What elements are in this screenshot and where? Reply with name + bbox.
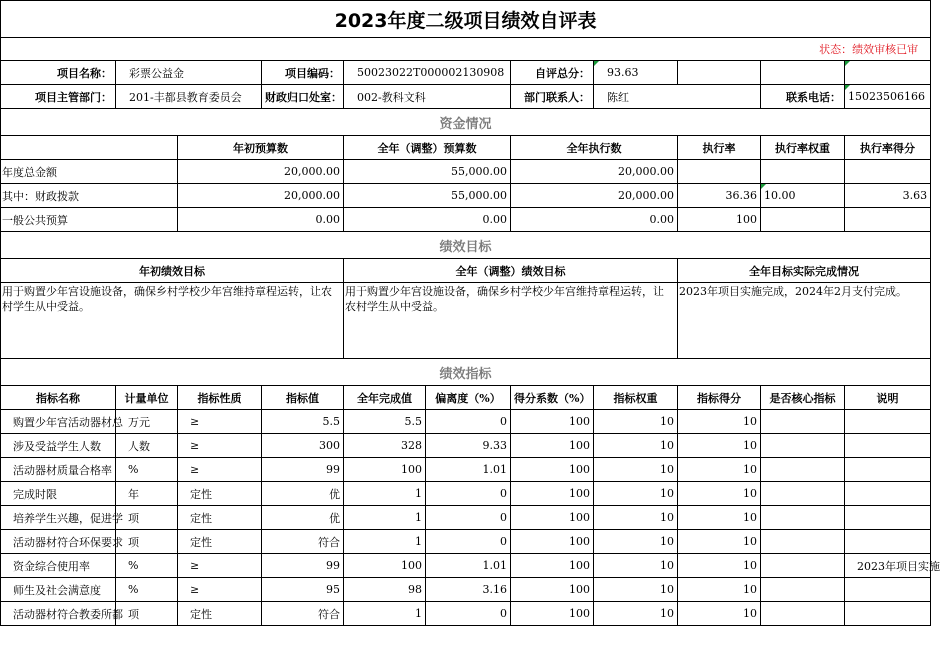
ind-note[interactable] <box>845 530 931 554</box>
ind-score[interactable]: 10 <box>678 506 761 530</box>
finance-label: 财政归口处室： <box>262 85 344 109</box>
funds-score[interactable] <box>845 208 931 232</box>
status-text: 状态：绩效审核已审 <box>1 38 931 61</box>
ind-done[interactable]: 1 <box>344 530 426 554</box>
ind-note[interactable] <box>845 578 931 602</box>
indicator-row <box>1 530 931 554</box>
ind-note[interactable]: 2023年项目实施 <box>845 554 931 578</box>
ind-core[interactable] <box>761 602 845 626</box>
ind-score[interactable]: 10 <box>678 434 761 458</box>
ind-header-target: 指标值 <box>262 386 344 410</box>
self-score-value[interactable]: 93.63 <box>594 61 678 85</box>
ind-target[interactable]: 优 <box>262 482 344 506</box>
ind-header-unit: 计量单位 <box>116 386 178 410</box>
funds-header-initial: 年初预算数 <box>178 136 344 160</box>
ind-coef[interactable]: 100 <box>511 530 594 554</box>
ind-core[interactable] <box>761 434 845 458</box>
ind-dev[interactable]: 0 <box>426 410 511 434</box>
ind-target[interactable]: 符合 <box>262 530 344 554</box>
ind-done[interactable]: 1 <box>344 506 426 530</box>
contact-label: 部门联系人： <box>511 85 594 109</box>
ind-weight[interactable]: 10 <box>594 506 678 530</box>
indicator-row <box>1 410 931 434</box>
ind-name[interactable]: 师生及社会满意度 <box>1 578 116 602</box>
ind-note[interactable] <box>845 458 931 482</box>
project-code-label: 项目编码： <box>262 61 344 85</box>
ind-score[interactable]: 10 <box>678 410 761 434</box>
funds-row <box>1 184 931 208</box>
ind-nature[interactable]: 定性 <box>178 506 262 530</box>
ind-weight[interactable]: 10 <box>594 482 678 506</box>
page-title: 2023年度二级项目绩效自评表 <box>1 1 931 38</box>
ind-unit[interactable]: 项 <box>116 602 178 626</box>
finance-value[interactable]: 002-教科文科 <box>344 85 511 109</box>
ind-unit[interactable]: 项 <box>116 506 178 530</box>
ind-dev[interactable]: 0 <box>426 530 511 554</box>
ind-dev[interactable]: 0 <box>426 506 511 530</box>
ind-dev[interactable]: 0 <box>426 602 511 626</box>
funds-rate[interactable] <box>678 160 761 184</box>
ind-name[interactable]: 完成时限 <box>1 482 116 506</box>
ind-coef[interactable]: 100 <box>511 458 594 482</box>
ind-coef[interactable]: 100 <box>511 434 594 458</box>
ind-dev[interactable]: 3.16 <box>426 578 511 602</box>
ind-header-name: 指标名称 <box>1 386 116 410</box>
funds-header-weight: 执行率权重 <box>761 136 845 160</box>
funds-header-score: 执行率得分 <box>845 136 931 160</box>
ind-weight[interactable]: 10 <box>594 530 678 554</box>
funds-header-blank <box>1 136 178 160</box>
ind-core[interactable] <box>761 578 845 602</box>
funds-initial[interactable]: 20,000.00 <box>178 184 344 208</box>
funds-row <box>1 208 931 232</box>
ind-coef[interactable]: 100 <box>511 410 594 434</box>
ind-score[interactable]: 10 <box>678 554 761 578</box>
ind-nature[interactable]: ≥ <box>178 458 262 482</box>
ind-name[interactable]: 涉及受益学生人数 <box>1 434 116 458</box>
indicator-row <box>1 482 931 506</box>
funds-adjusted[interactable]: 0.00 <box>344 208 511 232</box>
funds-header-rate: 执行率 <box>678 136 761 160</box>
ind-weight[interactable]: 10 <box>594 602 678 626</box>
info-row-2 <box>1 85 931 109</box>
funds-weight[interactable]: 10.00 <box>761 184 845 208</box>
phone-label: 联系电话： <box>761 85 845 109</box>
funds-executed[interactable]: 0.00 <box>511 208 678 232</box>
goal-initial-text[interactable]: 用于购置少年宫设施设备，确保乡村学校少年宫维持章程运转，让农村学生从中受益。 <box>1 283 344 359</box>
ind-target[interactable]: 95 <box>262 578 344 602</box>
ind-core[interactable] <box>761 458 845 482</box>
indicator-row <box>1 578 931 602</box>
ind-nature[interactable]: 定性 <box>178 482 262 506</box>
ind-note[interactable] <box>845 506 931 530</box>
ind-unit[interactable]: 人数 <box>116 434 178 458</box>
ind-done[interactable]: 5.5 <box>344 410 426 434</box>
ind-header-weight: 指标权重 <box>594 386 678 410</box>
ind-note[interactable] <box>845 410 931 434</box>
funds-initial[interactable]: 0.00 <box>178 208 344 232</box>
ind-header-score: 指标得分 <box>678 386 761 410</box>
ind-coef[interactable]: 100 <box>511 578 594 602</box>
funds-weight[interactable] <box>761 160 845 184</box>
funds-weight[interactable] <box>761 208 845 232</box>
ind-name[interactable]: 购置少年宫活动器材总 <box>1 410 116 434</box>
indicator-row <box>1 554 931 578</box>
ind-nature[interactable]: ≥ <box>178 434 262 458</box>
ind-score[interactable]: 10 <box>678 530 761 554</box>
ind-done[interactable]: 328 <box>344 434 426 458</box>
goal-adjusted-text[interactable]: 用于购置少年宫设施设备，确保乡村学校少年宫维持章程运转，让农村学生从中受益。 <box>344 283 678 359</box>
ind-unit[interactable]: 年 <box>116 482 178 506</box>
ind-name[interactable]: 活动器材质量合格率 <box>1 458 116 482</box>
self-score-label: 自评总分： <box>511 61 594 85</box>
empty-cell[interactable] <box>761 61 845 85</box>
project-code-value[interactable]: 50023022T000002130908 <box>344 61 511 85</box>
ind-nature[interactable]: ≥ <box>178 410 262 434</box>
ind-coef[interactable]: 100 <box>511 602 594 626</box>
ind-weight[interactable]: 10 <box>594 458 678 482</box>
ind-note[interactable] <box>845 482 931 506</box>
ind-done[interactable]: 100 <box>344 554 426 578</box>
indicator-row <box>1 506 931 530</box>
ind-coef[interactable]: 100 <box>511 506 594 530</box>
indicator-row <box>1 434 931 458</box>
ind-core[interactable] <box>761 554 845 578</box>
contact-value[interactable]: 陈红 <box>594 85 761 109</box>
funds-header-executed: 全年执行数 <box>511 136 678 160</box>
funds-rate[interactable]: 36.36 <box>678 184 761 208</box>
ind-unit[interactable]: 万元 <box>116 410 178 434</box>
ind-dev[interactable]: 0 <box>426 482 511 506</box>
funds-adjusted[interactable]: 55,000.00 <box>344 160 511 184</box>
ind-unit[interactable]: % <box>116 458 178 482</box>
indicators-header-row <box>1 386 931 410</box>
goals-header-initial: 年初绩效目标 <box>1 259 344 283</box>
ind-nature[interactable]: ≥ <box>178 554 262 578</box>
ind-coef[interactable]: 100 <box>511 554 594 578</box>
section-funds: 资金情况 <box>1 109 931 136</box>
ind-name[interactable]: 资金综合使用率 <box>1 554 116 578</box>
goals-header-adjusted: 全年（调整）绩效目标 <box>344 259 678 283</box>
ind-target[interactable]: 99 <box>262 554 344 578</box>
ind-score[interactable]: 10 <box>678 458 761 482</box>
indicator-row <box>1 602 931 626</box>
funds-score[interactable] <box>845 160 931 184</box>
dept-label: 项目主管部门： <box>1 85 116 109</box>
ind-done[interactable]: 1 <box>344 482 426 506</box>
ind-unit[interactable]: % <box>116 578 178 602</box>
ind-note[interactable] <box>845 602 931 626</box>
ind-weight[interactable]: 10 <box>594 410 678 434</box>
ind-header-core: 是否核心指标 <box>761 386 845 410</box>
ind-name[interactable]: 活动器材符合环保要求 <box>1 530 116 554</box>
ind-coef[interactable]: 100 <box>511 482 594 506</box>
ind-nature[interactable]: ≥ <box>178 578 262 602</box>
funds-row-label[interactable]: 一般公共预算 <box>1 208 178 232</box>
funds-score[interactable]: 3.63 <box>845 184 931 208</box>
phone-value[interactable]: 15023506166 <box>845 85 931 109</box>
ind-target[interactable]: 300 <box>262 434 344 458</box>
funds-executed[interactable]: 20,000.00 <box>511 160 678 184</box>
ind-done[interactable]: 98 <box>344 578 426 602</box>
goal-actual-text[interactable]: 2023年项目实施完成，2024年2月支付完成。 <box>678 283 931 359</box>
project-name-label: 项目名称： <box>1 61 116 85</box>
funds-header-adjusted: 全年（调整）预算数 <box>344 136 511 160</box>
funds-row-label[interactable]: 其中：财政拨款 <box>1 184 178 208</box>
funds-executed[interactable]: 20,000.00 <box>511 184 678 208</box>
indicator-row <box>1 458 931 482</box>
ind-target[interactable]: 符合 <box>262 602 344 626</box>
ind-score[interactable]: 10 <box>678 578 761 602</box>
goals-header-row <box>1 259 931 283</box>
ind-core[interactable] <box>761 506 845 530</box>
ind-dev[interactable]: 9.33 <box>426 434 511 458</box>
ind-done[interactable]: 100 <box>344 458 426 482</box>
ind-header-done: 全年完成值 <box>344 386 426 410</box>
funds-row-label[interactable]: 年度总金额 <box>1 160 178 184</box>
goals-header-actual: 全年目标实际完成情况 <box>678 259 931 283</box>
funds-initial[interactable]: 20,000.00 <box>178 160 344 184</box>
dept-value[interactable]: 201-丰都县教育委员会 <box>116 85 262 109</box>
ind-nature[interactable]: 定性 <box>178 530 262 554</box>
project-name-value[interactable]: 彩票公益金 <box>116 61 262 85</box>
ind-dev[interactable]: 1.01 <box>426 554 511 578</box>
ind-target[interactable]: 5.5 <box>262 410 344 434</box>
ind-core[interactable] <box>761 482 845 506</box>
ind-nature[interactable]: 定性 <box>178 602 262 626</box>
ind-score[interactable]: 10 <box>678 482 761 506</box>
ind-dev[interactable]: 1.01 <box>426 458 511 482</box>
funds-adjusted[interactable]: 55,000.00 <box>344 184 511 208</box>
ind-score[interactable]: 10 <box>678 602 761 626</box>
ind-target[interactable]: 优 <box>262 506 344 530</box>
empty-cell[interactable] <box>678 61 761 85</box>
ind-core[interactable] <box>761 530 845 554</box>
ind-weight[interactable]: 10 <box>594 554 678 578</box>
ind-core[interactable] <box>761 410 845 434</box>
ind-weight[interactable]: 10 <box>594 578 678 602</box>
ind-done[interactable]: 1 <box>344 602 426 626</box>
goals-row <box>1 283 931 359</box>
ind-name[interactable]: 活动器材符合教委所都 <box>1 602 116 626</box>
funds-row <box>1 160 931 184</box>
empty-cell[interactable] <box>845 61 931 85</box>
ind-weight[interactable]: 10 <box>594 434 678 458</box>
info-row-1 <box>1 61 931 85</box>
ind-header-coef: 得分系数（%） <box>511 386 594 410</box>
funds-rate[interactable]: 100 <box>678 208 761 232</box>
ind-header-nature: 指标性质 <box>178 386 262 410</box>
ind-header-note: 说明 <box>845 386 931 410</box>
section-indicators: 绩效指标 <box>1 359 931 386</box>
funds-header-row <box>1 136 931 160</box>
ind-unit[interactable]: 项 <box>116 530 178 554</box>
section-goals: 绩效目标 <box>1 232 931 259</box>
ind-unit[interactable]: % <box>116 554 178 578</box>
ind-header-dev: 偏离度（%） <box>426 386 511 410</box>
ind-note[interactable] <box>845 434 931 458</box>
ind-target[interactable]: 99 <box>262 458 344 482</box>
ind-name[interactable]: 培养学生兴趣，促进学 <box>1 506 116 530</box>
